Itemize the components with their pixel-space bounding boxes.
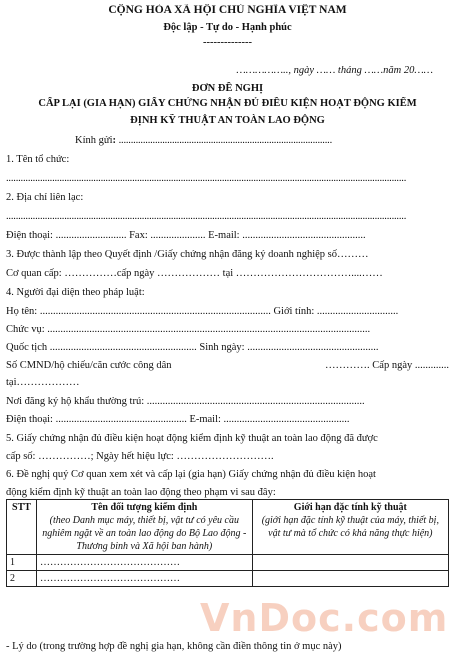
phone-email-line: Điện thoại: .................................................. E-mail: ................................................ (6, 414, 350, 425)
date-line: …………….., ngày …… tháng ……năm 20…… (236, 65, 433, 76)
phone-fax-email-line: Điện thoại: ........................... Fax: ..................... E-mail: ............................................... (6, 230, 366, 241)
section-6-scope-line: động kiểm định kỹ thuật an toàn lao động theo phạm vi sau đây: (6, 487, 276, 498)
table-row (7, 555, 449, 571)
motto: Độc lập - Tự do - Hạnh phúc (163, 22, 292, 33)
section-3-line: 3. Được thành lập theo Quyết định /Giấy chứng nhận đăng ký doanh nghiệp số……… (6, 249, 369, 260)
section-6-line: 6. Đề nghị quý Cơ quan xem xét và cấp lại (gia hạn) Giấy chứng nhận đủ điều kiện hoạt (6, 469, 376, 480)
divider: -------------- (203, 37, 252, 48)
title-line-1: ĐƠN ĐỀ NGHỊ (191, 83, 264, 94)
section-3-issuer-line: Cơ quan cấp: ……………cấp ngày ……………… tại ……………………………....…… (6, 268, 383, 279)
row-technical-limit (252, 571, 448, 587)
section-4-label: 4. Người đại diện theo pháp luật: (6, 287, 145, 298)
kinh-gui-dots: ........................................................................................ (118, 135, 333, 146)
row-stt: 2 (7, 571, 37, 587)
table-header-row (7, 500, 449, 555)
id-number-label: Số CMND/hộ chiếu/căn cước công dân (6, 360, 172, 371)
section-2-label: 2. Địa chỉ liên lạc: (6, 192, 84, 203)
kinh-gui-colon: : (112, 135, 116, 146)
header-technical-limit-label: Giới hạn đặc tính kỹ thuật (293, 502, 407, 513)
header-technical-limit (252, 500, 448, 555)
country-heading: CỘNG HÒA XÃ HỘI CHỦ NGHĨA VIỆT NAM (108, 4, 347, 16)
kinh-gui-label: Kính gửi (75, 135, 113, 146)
id-issue-date: …………. Cấp ngày ............. (325, 360, 449, 371)
section-1-label: 1. Tên tổ chức: (6, 154, 70, 165)
reason-note: - Lý do (trong trường hợp đề nghị gia hạn, không cần điền thông tin ở mục này) (6, 641, 342, 652)
name-gender-line: Họ tên: ........................................................................................ Giới tính: ............................... (6, 306, 399, 317)
section-2-dots: ..................................................................................................................................................................... (6, 211, 407, 222)
nationality-dob-line: Quốc tịch ........................................................ Sinh ngày: .................................................. (6, 342, 379, 353)
row-object-name: …………………………………… (36, 571, 252, 587)
header-stt: STT (7, 500, 37, 555)
position-line: Chức vụ: ........................................................................................................................... (6, 324, 371, 335)
section-5-line: 5. Giấy chứng nhận đủ điều kiện hoạt động kiểm định kỹ thuật an toàn lao động đã được (6, 433, 378, 444)
residence-line: Nơi đăng ký hộ khẩu thường trú: ................................................................................... (6, 396, 365, 407)
row-stt: 1 (7, 555, 37, 571)
header-object-name-label: Tên đối tượng kiểm định (91, 502, 198, 513)
section-1-dots: ..................................................................................................................................................................... (6, 173, 407, 184)
row-technical-limit (252, 555, 448, 571)
header-technical-limit-note: (giới hạn đặc tính kỹ thuật của máy, thiết bị, vật tư mà tổ chức có khả năng thực hiện) (261, 515, 439, 539)
id-number-line (6, 359, 449, 372)
row-object-name: …………………………………… (36, 555, 252, 571)
table-row (7, 571, 449, 587)
kinh-gui-line (75, 134, 449, 147)
inspection-scope-table (6, 499, 449, 587)
id-issue-place: tại……………… (6, 377, 80, 388)
section-5-number-line: cấp số: ……………; Ngày hết hiệu lực: ………………………. (6, 451, 274, 462)
header-object-name (36, 500, 252, 555)
title-line-3: ĐỊNH KỸ THUẬT AN TOÀN LAO ĐỘNG (130, 115, 325, 126)
header-object-name-note: (theo Danh mục máy, thiết bị, vật tư có yêu cầu nghiêm ngặt về an toàn lao động do Bộ Lao động - Thương binh và Xã hội ban hành) (42, 515, 247, 552)
title-line-2: CẤP LẠI (GIA HẠN) GIẤY CHỨNG NHẬN ĐỦ ĐIỀU KIỆN HOẠT ĐỘNG KIỂM (38, 98, 417, 109)
watermark-logo: VnDoc.com (200, 596, 449, 640)
